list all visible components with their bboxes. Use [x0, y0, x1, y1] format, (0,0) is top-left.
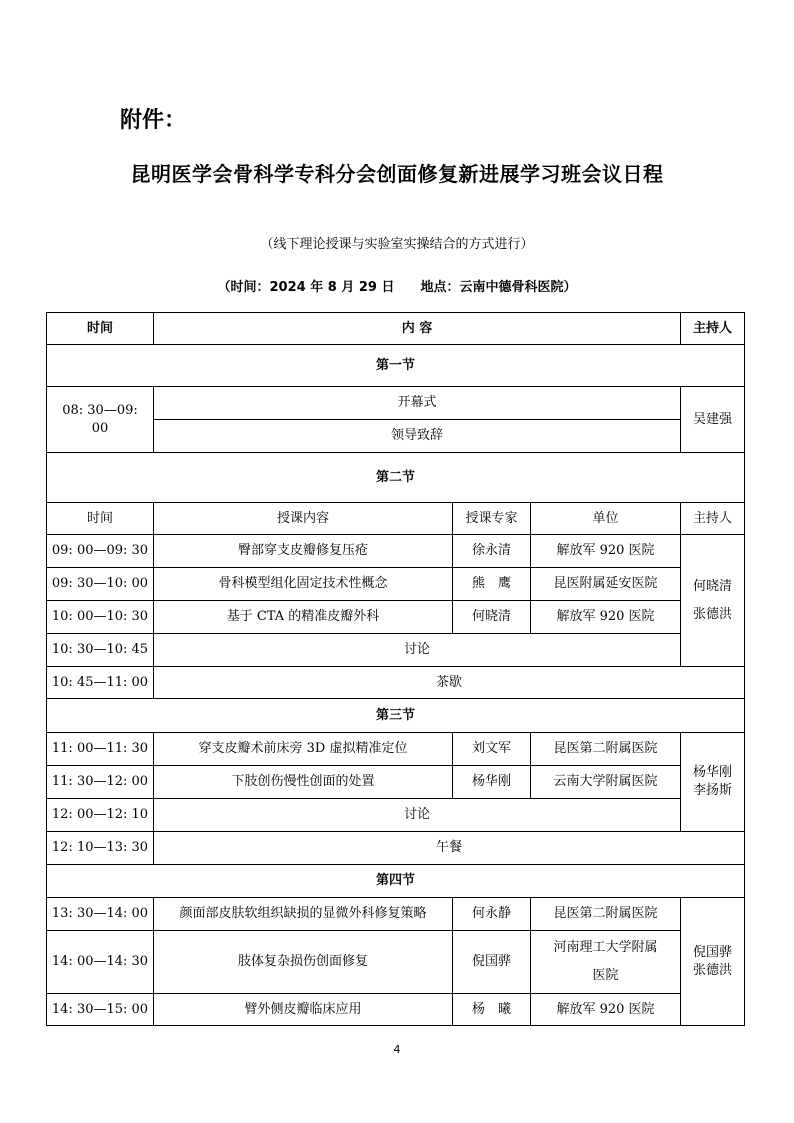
unit-cell: 云南大学附属医院	[531, 766, 681, 799]
topic-cell: 穿支皮瓣术前床旁 3D 虚拟精准定位	[154, 733, 453, 766]
unit-cell: 解放军 920 医院	[531, 535, 681, 568]
expert-cell: 刘文军	[453, 733, 531, 766]
section-title: 第二节	[47, 453, 745, 503]
host-name: 李扬斯	[693, 783, 733, 798]
unit-cell: 昆医第二附属医院	[531, 733, 681, 766]
unit-cell	[531, 931, 681, 994]
table-row	[47, 634, 745, 667]
topic-cell: 肢体复杂损伤创面修复	[154, 931, 453, 994]
header-host: 主持人	[681, 313, 745, 345]
time-cell: 10: 00—10: 30	[47, 601, 154, 634]
host-cell	[681, 733, 745, 832]
unit-cell: 昆医第二附属医院	[531, 898, 681, 931]
col-expert: 授课专家	[453, 503, 531, 535]
column-header-row	[47, 503, 745, 535]
table-row	[47, 387, 745, 420]
col-topic: 授课内容	[154, 503, 453, 535]
section-row	[47, 453, 745, 503]
expert-cell: 何晓清	[453, 601, 531, 634]
time-cell: 11: 30—12: 00	[47, 766, 154, 799]
table-header-row	[47, 313, 745, 345]
host-name: 张德洪	[693, 962, 733, 978]
discussion-cell: 讨论	[154, 799, 681, 832]
time-cell: 10: 45—11: 00	[47, 667, 154, 699]
expert-cell: 倪国骅	[453, 931, 531, 994]
agenda-item: 开幕式	[154, 387, 681, 420]
table-row	[47, 799, 745, 832]
time-cell: 14: 30—15: 00	[47, 994, 154, 1026]
break-cell: 茶歇	[154, 667, 745, 699]
time-cell: 09: 30—10: 00	[47, 568, 154, 601]
section-title: 第三节	[47, 699, 745, 733]
expert-cell: 杨 曦	[453, 994, 531, 1026]
table-row	[47, 832, 745, 865]
time-cell: 14: 00—14: 30	[47, 931, 154, 994]
table-row	[47, 535, 745, 568]
section-row	[47, 699, 745, 733]
table-row	[47, 667, 745, 699]
page-number: 4	[393, 1043, 401, 1056]
host-name: 张德洪	[693, 606, 733, 622]
attachment-label: 附件：	[120, 108, 187, 133]
col-host: 主持人	[681, 503, 745, 535]
header-content: 内 容	[154, 313, 681, 345]
topic-cell: 臂外侧皮瓣临床应用	[154, 994, 453, 1026]
host-name: 何晓清	[693, 578, 733, 594]
section-row	[47, 345, 745, 387]
expert-cell: 熊 鹰	[453, 568, 531, 601]
col-time: 时间	[47, 503, 154, 535]
host-name: 倪国骅	[693, 944, 733, 960]
host-cell: 吴建强	[681, 387, 745, 453]
section-title: 第一节	[47, 345, 745, 387]
topic-cell: 臀部穿支皮瓣修复压疮	[154, 535, 453, 568]
agenda-item: 领导致辞	[154, 420, 681, 453]
topic-cell: 颜面部皮肤软组织缺损的显微外科修复策略	[154, 898, 453, 931]
time-line: 00	[91, 420, 109, 436]
expert-cell: 徐永清	[453, 535, 531, 568]
unit-cell: 昆医附属延安医院	[531, 568, 681, 601]
time-cell: 13: 30—14: 00	[47, 898, 154, 931]
unit-line: 医院	[592, 968, 619, 983]
page-title: 昆明医学会骨科学专科分会创面修复新进展学习班会议日程	[130, 162, 664, 186]
discussion-cell: 讨论	[154, 634, 681, 667]
schedule-table	[46, 312, 745, 1026]
table-row	[47, 994, 745, 1026]
table-row	[47, 568, 745, 601]
unit-cell: 解放军 920 医院	[531, 601, 681, 634]
table-row	[47, 601, 745, 634]
header-time: 时间	[47, 313, 154, 345]
time-line: 08: 30—09:	[62, 402, 138, 418]
time-cell: 11: 00—11: 30	[47, 733, 154, 766]
host-cell	[681, 898, 745, 1026]
section-title: 第四节	[47, 865, 745, 898]
col-unit: 单位	[531, 503, 681, 535]
time-location: （时间：2024 年 8 月 29 日 地点：云南中德骨科医院）	[217, 280, 577, 295]
time-cell: 09: 00—09: 30	[47, 535, 154, 568]
lunch-cell: 午餐	[154, 832, 745, 865]
time-cell	[47, 387, 154, 453]
time-cell: 10: 30—10: 45	[47, 634, 154, 667]
table-row	[47, 898, 745, 931]
unit-cell: 解放军 920 医院	[531, 994, 681, 1026]
section-row	[47, 865, 745, 898]
expert-cell: 杨华刚	[453, 766, 531, 799]
time-cell: 12: 00—12: 10	[47, 799, 154, 832]
host-name: 杨华刚	[693, 765, 733, 780]
table-row	[47, 766, 745, 799]
expert-cell: 何永静	[453, 898, 531, 931]
subtitle: （线下理论授课与实验室实操结合的方式进行）	[260, 237, 534, 252]
table-row	[47, 733, 745, 766]
topic-cell: 骨科模型组化固定技术性概念	[154, 568, 453, 601]
unit-line: 河南理工大学附属	[553, 940, 658, 955]
topic-cell: 下肢创伤慢性创面的处置	[154, 766, 453, 799]
host-cell	[681, 535, 745, 667]
topic-cell: 基于 CTA 的精准皮瓣外科	[154, 601, 453, 634]
time-cell: 12: 10—13: 30	[47, 832, 154, 865]
table-row	[47, 931, 745, 994]
